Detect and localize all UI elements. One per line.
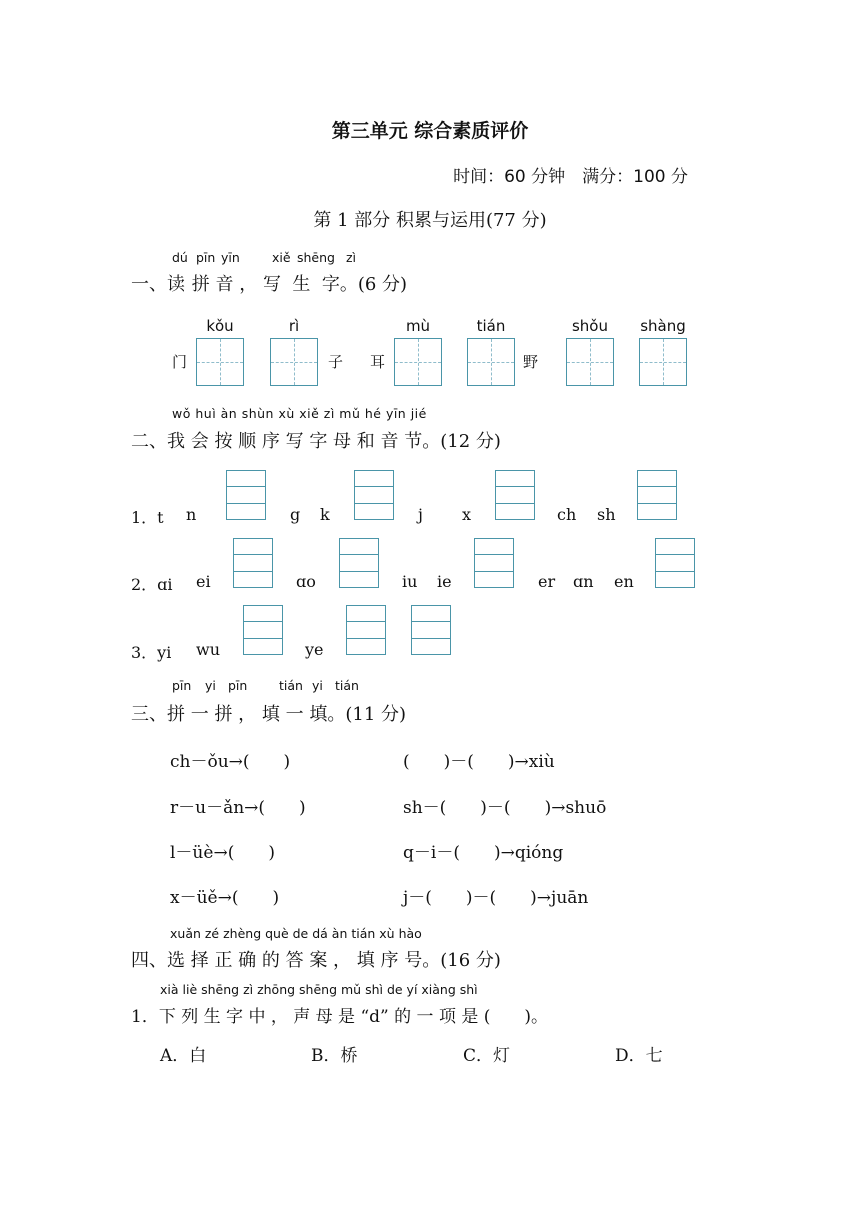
- s3-pinyin-6: tián: [335, 678, 359, 693]
- section-2-heading: [131, 427, 501, 453]
- s1-c7: 字: [321, 274, 340, 295]
- s1-c1: 读: [167, 274, 186, 295]
- r1-k: k: [320, 505, 330, 524]
- s1-pinyin-1: dú: [172, 250, 188, 265]
- s3-right-4: j－( )－( )→juān: [403, 888, 589, 908]
- box-pinyin-mu: mù: [405, 317, 431, 335]
- s3-left-3: l－üè→( ): [170, 843, 275, 863]
- q1-pinyin: xià liè shēng zì zhōng shēng mǔ shì de yí xiàng shì: [160, 982, 478, 997]
- s1-pinyin-2: pīn: [196, 250, 216, 265]
- q1-blank: ( )。: [483, 1007, 549, 1027]
- s3-pinyin-1: pīn: [172, 678, 192, 693]
- s2-num: 二、: [131, 431, 167, 452]
- r1-g: g: [290, 505, 301, 524]
- r3-yi: 3．yi: [131, 643, 172, 662]
- s1-pinyin-3: yīn: [221, 250, 240, 265]
- r2-ei: ei: [196, 572, 211, 591]
- s4-tail: 。(16 分): [422, 950, 501, 971]
- s1-pinyin-4: xiě: [272, 250, 291, 265]
- r2-an: ɑn: [573, 572, 594, 591]
- q1-text: 下 列 生 字 中 ， 声 母 是 “d” 的 一 项 是: [158, 1007, 479, 1027]
- s2-pinyin: wǒ huì àn shùn xù xiě zì mǔ hé yīn jié: [172, 406, 427, 421]
- box-pinyin-ri: rì: [288, 317, 300, 335]
- s3-pinyin-3: pīn: [228, 678, 248, 693]
- s4-num: 四、: [131, 950, 167, 971]
- s3-left-2: r－u－ǎn→( ): [170, 798, 306, 818]
- s3-tail: 。(11 分): [327, 704, 407, 725]
- box-pinyin-shou: shǒu: [571, 317, 608, 335]
- r1-x: x: [462, 505, 472, 524]
- s2-tail: 。(12 分): [422, 431, 501, 452]
- q1-num: 1．: [131, 1007, 159, 1027]
- four-line-box-r1-2[interactable]: [354, 470, 394, 520]
- section-1-heading: [131, 270, 407, 296]
- s3-right-1: ( )－( )→xiù: [403, 752, 555, 772]
- question-1: [131, 1002, 548, 1027]
- s4-chars: 选 择 正 确 的 答 案 ， 填 序 号: [167, 950, 423, 971]
- r1-sh: sh: [597, 505, 616, 524]
- four-line-box-r1-3[interactable]: [495, 470, 535, 520]
- writing-box-6[interactable]: [639, 338, 687, 386]
- s1-c2: 拼: [191, 274, 210, 295]
- four-line-box-r2-3[interactable]: [474, 538, 514, 588]
- r1-t: 1．t: [131, 508, 164, 527]
- s4-pinyin: xuǎn zé zhèng què de dá àn tián xù hào: [170, 926, 422, 941]
- r1-n: n: [186, 505, 197, 524]
- box-pinyin-shang: shàng: [640, 317, 686, 335]
- four-line-box-r2-1[interactable]: [233, 538, 273, 588]
- s3-pinyin-4: tián: [279, 678, 303, 693]
- r2-ai: 2．ɑi: [131, 575, 173, 594]
- word-er: 耳: [370, 353, 386, 371]
- writing-box-1[interactable]: [196, 338, 244, 386]
- r1-ch: ch: [557, 505, 577, 524]
- four-line-box-r3-1[interactable]: [243, 605, 283, 655]
- r2-iu: iu: [402, 572, 418, 591]
- word-zi: 子: [328, 353, 344, 371]
- page-title: 第三单元 综合素质评价: [331, 120, 529, 142]
- s1-pinyin-6: zì: [346, 250, 357, 265]
- word-men: 门: [172, 353, 188, 371]
- part-heading: 第 1 部分 积累与运用(77 分): [313, 210, 547, 231]
- s1-c6: 生: [292, 274, 311, 295]
- r2-ao: ɑo: [296, 572, 316, 591]
- s3-left-1: ch－ǒu→( ): [170, 752, 291, 772]
- s1-num: 一、: [131, 274, 167, 295]
- writing-box-2[interactable]: [270, 338, 318, 386]
- s1-c3: 音: [215, 274, 234, 295]
- four-line-box-r2-4[interactable]: [655, 538, 695, 588]
- r1-j: j: [418, 505, 423, 524]
- four-line-box-r3-3[interactable]: [411, 605, 451, 655]
- s1-c4: ，: [239, 274, 258, 295]
- s2-chars: 我 会 按 顺 序 写 字 母 和 音 节: [167, 431, 423, 452]
- s1-pinyin-5: shēng: [297, 250, 335, 265]
- box-pinyin-kou: kǒu: [206, 317, 234, 335]
- option-d[interactable]: D．七: [615, 1046, 663, 1066]
- four-line-box-r3-2[interactable]: [346, 605, 386, 655]
- s1-tail: 。(6 分): [339, 274, 408, 295]
- r3-ye: ye: [305, 640, 324, 659]
- s3-chars: 拼 一 拼 ， 填 一 填: [167, 704, 328, 725]
- writing-box-5[interactable]: [566, 338, 614, 386]
- option-b[interactable]: B．桥: [311, 1046, 358, 1066]
- s3-right-3: q－i－( )→qióng: [403, 843, 564, 863]
- writing-box-4[interactable]: [467, 338, 515, 386]
- writing-box-3[interactable]: [394, 338, 442, 386]
- exam-meta: 时间：60 分钟 满分：100 分: [453, 167, 688, 187]
- four-line-box-r1-4[interactable]: [637, 470, 677, 520]
- word-ye: 野: [523, 353, 539, 371]
- section-4-heading: [131, 946, 501, 972]
- option-c[interactable]: C．灯: [463, 1046, 511, 1066]
- four-line-box-r1-1[interactable]: [226, 470, 266, 520]
- s3-left-4: x－üě→( ): [170, 888, 280, 908]
- s1-c5: 写: [262, 274, 281, 295]
- four-line-box-r2-2[interactable]: [339, 538, 379, 588]
- option-a[interactable]: A．白: [160, 1046, 207, 1066]
- box-pinyin-tian: tián: [476, 317, 506, 335]
- section-3-heading: [131, 700, 406, 726]
- r2-en: en: [614, 572, 634, 591]
- r2-er: er: [538, 572, 556, 591]
- r2-ie: ie: [437, 572, 452, 591]
- s3-pinyin-2: yi: [205, 678, 216, 693]
- r3-wu: wu: [196, 640, 220, 659]
- s3-pinyin-5: yi: [312, 678, 323, 693]
- s3-num: 三、: [131, 704, 167, 725]
- s3-right-2: sh－( )－( )→shuō: [403, 798, 607, 818]
